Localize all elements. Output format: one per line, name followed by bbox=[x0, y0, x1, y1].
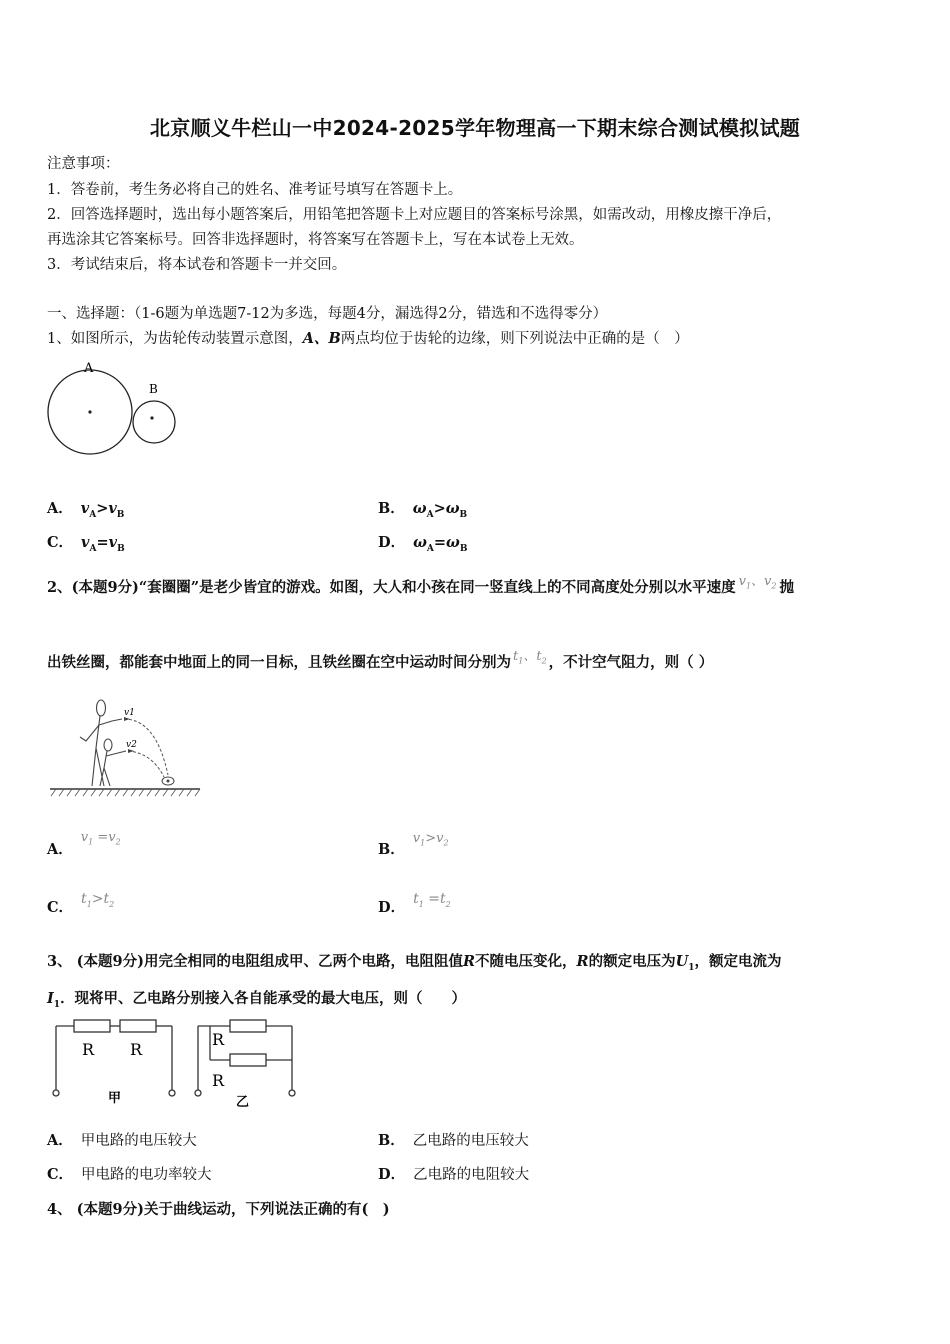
notice-item: 2．回答选择题时，选出每小题答案后，用铅笔把答题卡上对应题目的答案标号涂黑，如需改动，用橡皮擦干净后， bbox=[47, 207, 782, 223]
resistor-label: R bbox=[130, 1040, 143, 1059]
q1-option-c[interactable]: C． $v_A=v_B$ bbox=[47, 534, 125, 554]
ring-toss-figure bbox=[48, 693, 208, 801]
gear-b-circle bbox=[133, 401, 175, 443]
adult-figure bbox=[80, 700, 122, 786]
q2-option-c[interactable]: C． $t_1>t_2$ bbox=[47, 891, 115, 916]
circuit-jia-label: 甲 bbox=[108, 1091, 122, 1106]
q1-option-b[interactable]: B． $\omega_A>\omega_B$ bbox=[378, 500, 468, 520]
question-3-stem-line1: 3、 (本题9分)用完全相同的电阻组成甲、乙两个电路，电阻阻值R不随电压变化，R的额定电压为$U_1$，额定电流为 bbox=[47, 953, 782, 973]
question-4-stem: 4、 (本题9分)关于曲线运动，下列说法正确的有( ) bbox=[47, 1201, 390, 1218]
q3-option-d[interactable]: D． 乙电路的电阻较大 bbox=[378, 1166, 530, 1183]
question-1-stem: 1、如图所示，为齿轮传动装置示意图，A、B两点均位于齿轮的边缘，则下列说法中正确的是（ ） bbox=[47, 330, 689, 347]
label-a: A bbox=[84, 361, 94, 376]
question-2-stem-line2: 出铁丝圈，都能套中地面上的同一目标，且铁丝圈在空中运动时间分别为 $t_1$、$t_2$ ，不计空气阻力，则（ ） bbox=[47, 649, 714, 671]
question-2-stem-line1: 2、(本题9分)“套圈圈”是老少皆宜的游戏。如图，大人和小孩在同一竖直线上的不同高度处分别以水平速度 $v_1$、$v_2$ 抛 bbox=[47, 574, 794, 596]
child-figure bbox=[100, 739, 126, 786]
label-b: B bbox=[149, 382, 158, 396]
gear-diagram bbox=[44, 358, 184, 468]
section-heading: 一、选择题：（1-6题为单选题7-12为多选，每题4分，漏选得2分，错选和不选得零分） bbox=[47, 306, 608, 322]
resistor-label: R bbox=[212, 1030, 225, 1049]
q3-option-b[interactable]: B． 乙电路的电压较大 bbox=[378, 1132, 529, 1149]
circuit-diagram bbox=[46, 1016, 306, 1112]
q2-option-a[interactable]: A．$v_1 =v_2$ bbox=[47, 830, 121, 858]
circuit-yi-label: 乙 bbox=[236, 1095, 250, 1110]
notice-item: 1．答卷前，考生务必将自己的姓名、准考证号填写在答题卡上。 bbox=[47, 182, 463, 198]
q3-option-a[interactable]: A． 甲电路的电压较大 bbox=[47, 1132, 197, 1149]
page-title: 北京顺义牛栏山一中2024-2025学年物理高一下期末综合测试模拟试题 bbox=[149, 116, 801, 140]
resistor-label: R bbox=[82, 1040, 95, 1059]
q1-option-d[interactable]: D． $\omega_A=\omega_B$ bbox=[378, 534, 468, 554]
q1-option-a[interactable]: A． $v_A>v_B$ bbox=[47, 500, 125, 520]
notice-item: 再选涂其它答案标号。回答非选择题时，将答案写在答题卡上，写在本试卷上无效。 bbox=[47, 232, 584, 248]
gear-a-center bbox=[88, 410, 91, 413]
q2-option-b[interactable]: B．$v_1>v_2$ bbox=[378, 831, 449, 858]
resistor-label: R bbox=[212, 1071, 225, 1090]
gear-b-center bbox=[150, 416, 153, 419]
question-3-stem-line2: $I_1$．现将甲、乙电路分别接入各自能承受的最大电压，则（ ） bbox=[47, 990, 467, 1010]
notice-heading: 注意事项： bbox=[47, 156, 120, 172]
notice-item: 3．考试结束后，将本试卷和答题卡一并交回。 bbox=[47, 257, 347, 273]
label-v2: v2 bbox=[126, 740, 137, 750]
q2-option-d[interactable]: D． $t_1 =t_2$ bbox=[378, 891, 451, 916]
label-v1: v1 bbox=[124, 708, 135, 718]
q3-option-c[interactable]: C． 甲电路的电功率较大 bbox=[47, 1166, 212, 1183]
